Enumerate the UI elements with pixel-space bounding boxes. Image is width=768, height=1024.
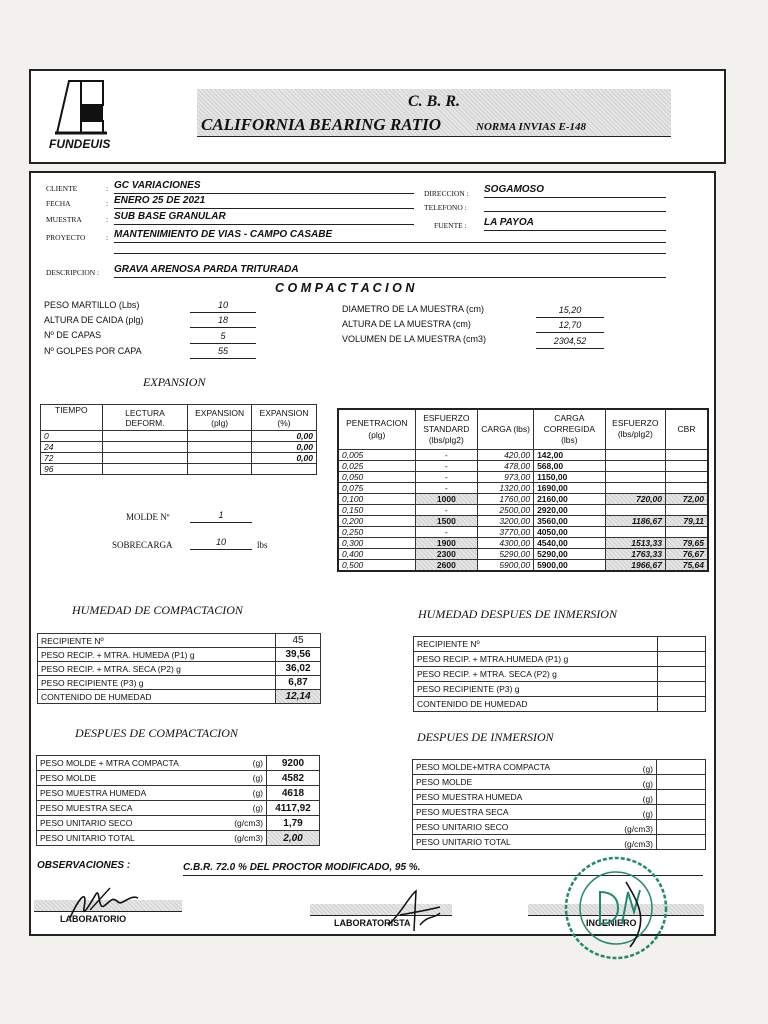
stamp-seal-icon xyxy=(560,852,672,964)
dc-row xyxy=(37,801,320,816)
pen-cell-corr: 3560,00 xyxy=(534,515,606,526)
direccion-value: SOGAMOSO xyxy=(484,184,666,198)
golpes-label: Nº GOLPES POR CAPA xyxy=(44,346,142,356)
hc-value: 36,02 xyxy=(276,662,321,676)
despues-inm-title: DESPUES DE INMERSION xyxy=(417,730,554,744)
exp-cell xyxy=(102,464,187,475)
dc-label: PESO MOLDE xyxy=(37,771,199,786)
humedad-inm-table xyxy=(413,636,706,712)
dc-row xyxy=(37,786,320,801)
pen-cell-esf: 720,00 xyxy=(605,493,665,504)
pen-cell-esf xyxy=(605,449,665,460)
pen-cell-std: - xyxy=(415,471,478,482)
pen-cell-p: 0,005 xyxy=(338,449,415,460)
expansion-title: EXPANSION xyxy=(143,375,206,389)
muestra-label: MUESTRA xyxy=(46,215,82,224)
colon: : xyxy=(106,233,109,242)
pen-cell-p: 0,300 xyxy=(338,537,415,548)
volumen-label: VOLUMEN DE LA MUESTRA (cm3) xyxy=(342,334,487,344)
pen-cell-p: 0,050 xyxy=(338,471,415,482)
proyecto-label: PROYECTO xyxy=(46,233,86,242)
di-label: PESO UNITARIO TOTAL xyxy=(413,835,573,850)
hc-label: RECIPIENTE Nº xyxy=(38,634,276,648)
di-value xyxy=(657,820,706,835)
signature-1-icon xyxy=(60,880,150,925)
expansion-table xyxy=(40,404,317,475)
di-unit: (g/cm3) xyxy=(573,820,657,835)
fuente-value: LA PAYOA xyxy=(484,217,666,231)
di-row xyxy=(413,835,706,850)
hi-label: PESO RECIP. + MTRA.HUMEDA (P1) g xyxy=(414,652,658,667)
title-california: CALIFORNIA BEARING RATIO xyxy=(201,115,441,134)
dc-label: PESO MUESTRA HUMEDA xyxy=(37,786,199,801)
hi-label: PESO RECIP. + MTRA. SECA (P2) g xyxy=(414,667,658,682)
pen-cell-corr: 4540,00 xyxy=(534,537,606,548)
despues-comp-title: DESPUES DE COMPACTACION xyxy=(75,726,238,740)
pen-cell-corr: 2920,00 xyxy=(534,504,606,515)
pen-cell-p: 0,400 xyxy=(338,548,415,559)
exp-cell xyxy=(102,442,187,453)
title-norma: NORMA INVIAS E-148 xyxy=(476,121,587,133)
pen-row xyxy=(338,471,708,482)
pen-cell-std: - xyxy=(415,526,478,537)
dc-unit: (g/cm3) xyxy=(199,831,267,846)
humedad-comp-table xyxy=(37,633,321,704)
dc-label: PESO MUESTRA SECA xyxy=(37,801,199,816)
telefono-label: TELEFONO : xyxy=(424,203,467,212)
pen-cell-carga: 5900,00 xyxy=(478,559,534,571)
pen-cell-carga: 3770,00 xyxy=(478,526,534,537)
pen-row xyxy=(338,548,708,559)
di-row xyxy=(413,760,706,775)
fecha-label: FECHA xyxy=(46,199,71,208)
di-row xyxy=(413,820,706,835)
volumen-value: 2304,52 xyxy=(536,336,604,349)
pen-cell-cbr xyxy=(665,449,708,460)
hi-value xyxy=(658,682,706,697)
cliente-label: CLIENTE xyxy=(46,184,78,193)
title-cbr: C. B. R. xyxy=(407,93,460,110)
pen-cell-cbr xyxy=(665,460,708,471)
telefono-value xyxy=(484,200,666,212)
humedad-comp-title: HUMEDAD DE COMPACTACION xyxy=(72,603,243,617)
signature-2-icon xyxy=(380,885,450,935)
pen-cell-esf xyxy=(605,460,665,471)
pen-header-carga: CARGA (lbs) xyxy=(478,409,534,449)
di-value xyxy=(657,835,706,850)
hi-label: RECIPIENTE Nº xyxy=(414,637,658,652)
pen-cell-corr: 568,00 xyxy=(534,460,606,471)
exp-cell: 96 xyxy=(41,464,103,475)
pen-cell-p: 0,500 xyxy=(338,559,415,571)
di-value xyxy=(657,760,706,775)
pen-cell-std: 1500 xyxy=(415,515,478,526)
exp-cell xyxy=(188,453,252,464)
pen-header-std: ESFUERZO STANDARD (lbs/plg2) xyxy=(415,409,478,449)
altura-muestra-label: ALTURA DE LA MUESTRA (cm) xyxy=(342,319,471,329)
pen-cell-carga: 973,00 xyxy=(478,471,534,482)
pen-cell-p: 0,100 xyxy=(338,493,415,504)
dc-unit: (g) xyxy=(199,756,267,771)
di-unit: (g) xyxy=(573,790,657,805)
dc-row xyxy=(37,831,320,846)
pen-cell-corr: 142,00 xyxy=(534,449,606,460)
pen-cell-cbr xyxy=(665,504,708,515)
hi-label: PESO RECIPIENTE (P3) g xyxy=(414,682,658,697)
exp-cell xyxy=(102,453,187,464)
pen-cell-carga: 5290,00 xyxy=(478,548,534,559)
cliente-value: GC VARIACIONES xyxy=(114,180,414,194)
pen-cell-carga: 2500,00 xyxy=(478,504,534,515)
hc-label: PESO RECIPIENTE (P3) g xyxy=(38,676,276,690)
pen-header-corr: CARGA CORREGIDA (lbs) xyxy=(534,409,606,449)
pen-header-esf: ESFUERZO (lbs/plg2) xyxy=(605,409,665,449)
colon: : xyxy=(106,199,109,208)
exp-cell: 24 xyxy=(41,442,103,453)
molde-label: MOLDE Nº xyxy=(126,512,170,522)
sobrecarga-value: 10 xyxy=(190,537,252,550)
pen-row xyxy=(338,526,708,537)
exp-cell: 72 xyxy=(41,453,103,464)
pen-cell-cbr: 76,67 xyxy=(665,548,708,559)
hi-value xyxy=(658,652,706,667)
dc-value: 4117,92 xyxy=(267,801,320,816)
pen-cell-cbr: 79,65 xyxy=(665,537,708,548)
pen-cell-esf: 1513,33 xyxy=(605,537,665,548)
exp-cell: 0,00 xyxy=(252,442,317,453)
header-box xyxy=(29,69,726,164)
pen-cell-cbr: 72,00 xyxy=(665,493,708,504)
hi-value xyxy=(658,637,706,652)
hc-value: 12,14 xyxy=(276,690,321,704)
fuente-label: FUENTE : xyxy=(434,221,467,230)
pen-cell-p: 0,250 xyxy=(338,526,415,537)
pen-row xyxy=(338,449,708,460)
golpes-value: 55 xyxy=(190,346,256,359)
hi-value xyxy=(658,697,706,712)
pen-cell-esf xyxy=(605,482,665,493)
descripcion-value: GRAVA ARENOSA PARDA TRITURADA xyxy=(114,264,666,278)
pen-cell-corr: 2160,00 xyxy=(534,493,606,504)
pen-cell-std: 1000 xyxy=(415,493,478,504)
exp-cell xyxy=(102,431,187,442)
pen-cell-carga: 420,00 xyxy=(478,449,534,460)
pen-cell-std: - xyxy=(415,449,478,460)
pen-row xyxy=(338,482,708,493)
diametro-label: DIAMETRO DE LA MUESTRA (cm) xyxy=(342,304,485,314)
hc-label: PESO RECIP. + MTRA. SECA (P2) g xyxy=(38,662,276,676)
pen-row xyxy=(338,537,708,548)
despues-inm-table xyxy=(412,759,706,850)
di-value xyxy=(657,775,706,790)
direccion-label: DIRECCION : xyxy=(424,189,469,198)
colon: : xyxy=(106,215,109,224)
pen-cell-std: - xyxy=(415,504,478,515)
muestra-value: SUB BASE GRANULAR xyxy=(114,211,414,225)
pen-row xyxy=(338,559,708,571)
dc-value: 9200 xyxy=(267,756,320,771)
di-value xyxy=(657,790,706,805)
exp-cell xyxy=(188,431,252,442)
pen-cell-corr: 1150,00 xyxy=(534,471,606,482)
pen-cell-esf: 1763,33 xyxy=(605,548,665,559)
exp-cell xyxy=(188,442,252,453)
molde-value: 1 xyxy=(190,510,252,523)
exp-header-lectura: LECTURA DEFORM. xyxy=(102,405,187,431)
pen-cell-std: 2300 xyxy=(415,548,478,559)
di-unit: (g) xyxy=(573,805,657,820)
altura-muestra-value: 12,70 xyxy=(536,320,604,333)
blank-line xyxy=(114,247,666,254)
pen-cell-corr: 5290,00 xyxy=(534,548,606,559)
pen-cell-corr: 5900,00 xyxy=(534,559,606,571)
dc-value: 4582 xyxy=(267,771,320,786)
hi-label: CONTENIDO DE HUMEDAD xyxy=(414,697,658,712)
pen-cell-esf: 1966,67 xyxy=(605,559,665,571)
exp-cell: 0,00 xyxy=(252,431,317,442)
exp-cell: 0 xyxy=(41,431,103,442)
di-unit: (g/cm3) xyxy=(573,835,657,850)
di-value xyxy=(657,805,706,820)
proyecto-value: MANTENIMIENTO DE VIAS - CAMPO CASABE xyxy=(114,229,666,243)
diametro-value: 15,20 xyxy=(536,305,604,318)
pen-cell-p: 0,200 xyxy=(338,515,415,526)
observaciones-text: C.B.R. 72.0 % DEL PROCTOR MODIFICADO, 95 %. xyxy=(183,862,703,876)
exp-header-tiempo: TIEMPO xyxy=(41,405,103,431)
pen-header-penetracion: PENETRACION (plg) xyxy=(338,409,415,449)
sobrecarga-label: SOBRECARGA xyxy=(112,540,173,550)
pen-cell-carga: 4300,00 xyxy=(478,537,534,548)
pen-cell-std: - xyxy=(415,482,478,493)
exp-cell: 0,00 xyxy=(252,453,317,464)
pen-cell-carga: 1320,00 xyxy=(478,482,534,493)
dc-unit: (g) xyxy=(199,801,267,816)
pen-cell-corr: 4050,00 xyxy=(534,526,606,537)
dc-unit: (g/cm3) xyxy=(199,816,267,831)
dc-value: 2,00 xyxy=(267,831,320,846)
pen-cell-carga: 1760,00 xyxy=(478,493,534,504)
exp-cell xyxy=(188,464,252,475)
sobrecarga-unit: lbs xyxy=(257,540,268,550)
exp-header-exp-pct: EXPANSION (%) xyxy=(252,405,317,431)
pen-row xyxy=(338,515,708,526)
despues-comp-table xyxy=(36,755,320,846)
dc-unit: (g) xyxy=(199,786,267,801)
dc-label: PESO MOLDE + MTRA COMPACTA xyxy=(37,756,199,771)
altura-caida-label: ALTURA DE CAIDA (plg) xyxy=(44,315,144,325)
pen-cell-cbr xyxy=(665,471,708,482)
pen-cell-cbr: 75,64 xyxy=(665,559,708,571)
hi-value xyxy=(658,667,706,682)
pen-cell-carga: 478,00 xyxy=(478,460,534,471)
dc-unit: (g) xyxy=(199,771,267,786)
capas-value: 5 xyxy=(190,331,256,344)
pen-cell-cbr xyxy=(665,526,708,537)
firma-2-label: LABORATORISTA xyxy=(334,918,411,928)
dc-row xyxy=(37,771,320,786)
pen-cell-std: - xyxy=(415,460,478,471)
dc-label: PESO UNITARIO TOTAL xyxy=(37,831,199,846)
observaciones-label: OBSERVACIONES : xyxy=(37,860,131,871)
pen-row xyxy=(338,493,708,504)
pen-cell-esf: 1186,67 xyxy=(605,515,665,526)
di-label: PESO MOLDE xyxy=(413,775,573,790)
dc-row xyxy=(37,816,320,831)
pen-cell-cbr xyxy=(665,482,708,493)
di-label: PESO MUESTRA SECA xyxy=(413,805,573,820)
capas-label: Nº DE CAPAS xyxy=(44,330,102,340)
pen-cell-esf xyxy=(605,526,665,537)
pen-cell-esf xyxy=(605,471,665,482)
exp-cell xyxy=(252,464,317,475)
pen-header-cbr: CBR xyxy=(665,409,708,449)
fecha-value: ENERO 25 DE 2021 xyxy=(114,195,414,209)
peso-martillo-label: PESO MARTILLO (Lbs) xyxy=(44,300,140,310)
brand-name: FUNDEUIS xyxy=(49,137,111,151)
pen-cell-p: 0,075 xyxy=(338,482,415,493)
firma-3-label: INGENIERO xyxy=(586,918,637,928)
pen-cell-esf xyxy=(605,504,665,515)
pen-row xyxy=(338,504,708,515)
pen-cell-std: 1900 xyxy=(415,537,478,548)
pen-cell-p: 0,025 xyxy=(338,460,415,471)
di-unit: (g) xyxy=(573,775,657,790)
peso-martillo-value: 10 xyxy=(190,300,256,313)
dc-value: 1,79 xyxy=(267,816,320,831)
di-unit: (g) xyxy=(573,760,657,775)
hc-value: 6,87 xyxy=(276,676,321,690)
pen-cell-corr: 1690,00 xyxy=(534,482,606,493)
pen-cell-carga: 3200,00 xyxy=(478,515,534,526)
pen-cell-cbr: 79,11 xyxy=(665,515,708,526)
di-row xyxy=(413,805,706,820)
colon: : xyxy=(106,184,109,193)
pen-cell-p: 0,150 xyxy=(338,504,415,515)
pen-row xyxy=(338,460,708,471)
hc-label: CONTENIDO DE HUMEDAD xyxy=(38,690,276,704)
firma-1-label: LABORATORIO xyxy=(60,914,127,924)
penetracion-table xyxy=(337,408,709,572)
humedad-inm-title: HUMEDAD DESPUES DE INMERSION xyxy=(418,607,617,621)
di-label: PESO UNITARIO SECO xyxy=(413,820,573,835)
dc-row xyxy=(37,756,320,771)
exp-header-exp-plg: EXPANSION (plg) xyxy=(188,405,252,431)
hc-value: 45 xyxy=(276,634,321,648)
descripcion-label: DESCRIPCION : xyxy=(46,268,100,277)
dc-value: 4618 xyxy=(267,786,320,801)
di-row xyxy=(413,790,706,805)
hc-value: 39,56 xyxy=(276,648,321,662)
altura-caida-value: 18 xyxy=(190,315,256,328)
compactacion-title: C O M P A C T A C I O N xyxy=(275,281,415,295)
di-row xyxy=(413,775,706,790)
di-label: PESO MUESTRA HUMEDA xyxy=(413,790,573,805)
di-label: PESO MOLDE+MTRA COMPACTA xyxy=(413,760,573,775)
fundeuis-logo-icon xyxy=(51,77,111,137)
pen-cell-std: 2600 xyxy=(415,559,478,571)
hc-label: PESO RECIP. + MTRA. HUMEDA (P1) g xyxy=(38,648,276,662)
dc-label: PESO UNITARIO SECO xyxy=(37,816,199,831)
